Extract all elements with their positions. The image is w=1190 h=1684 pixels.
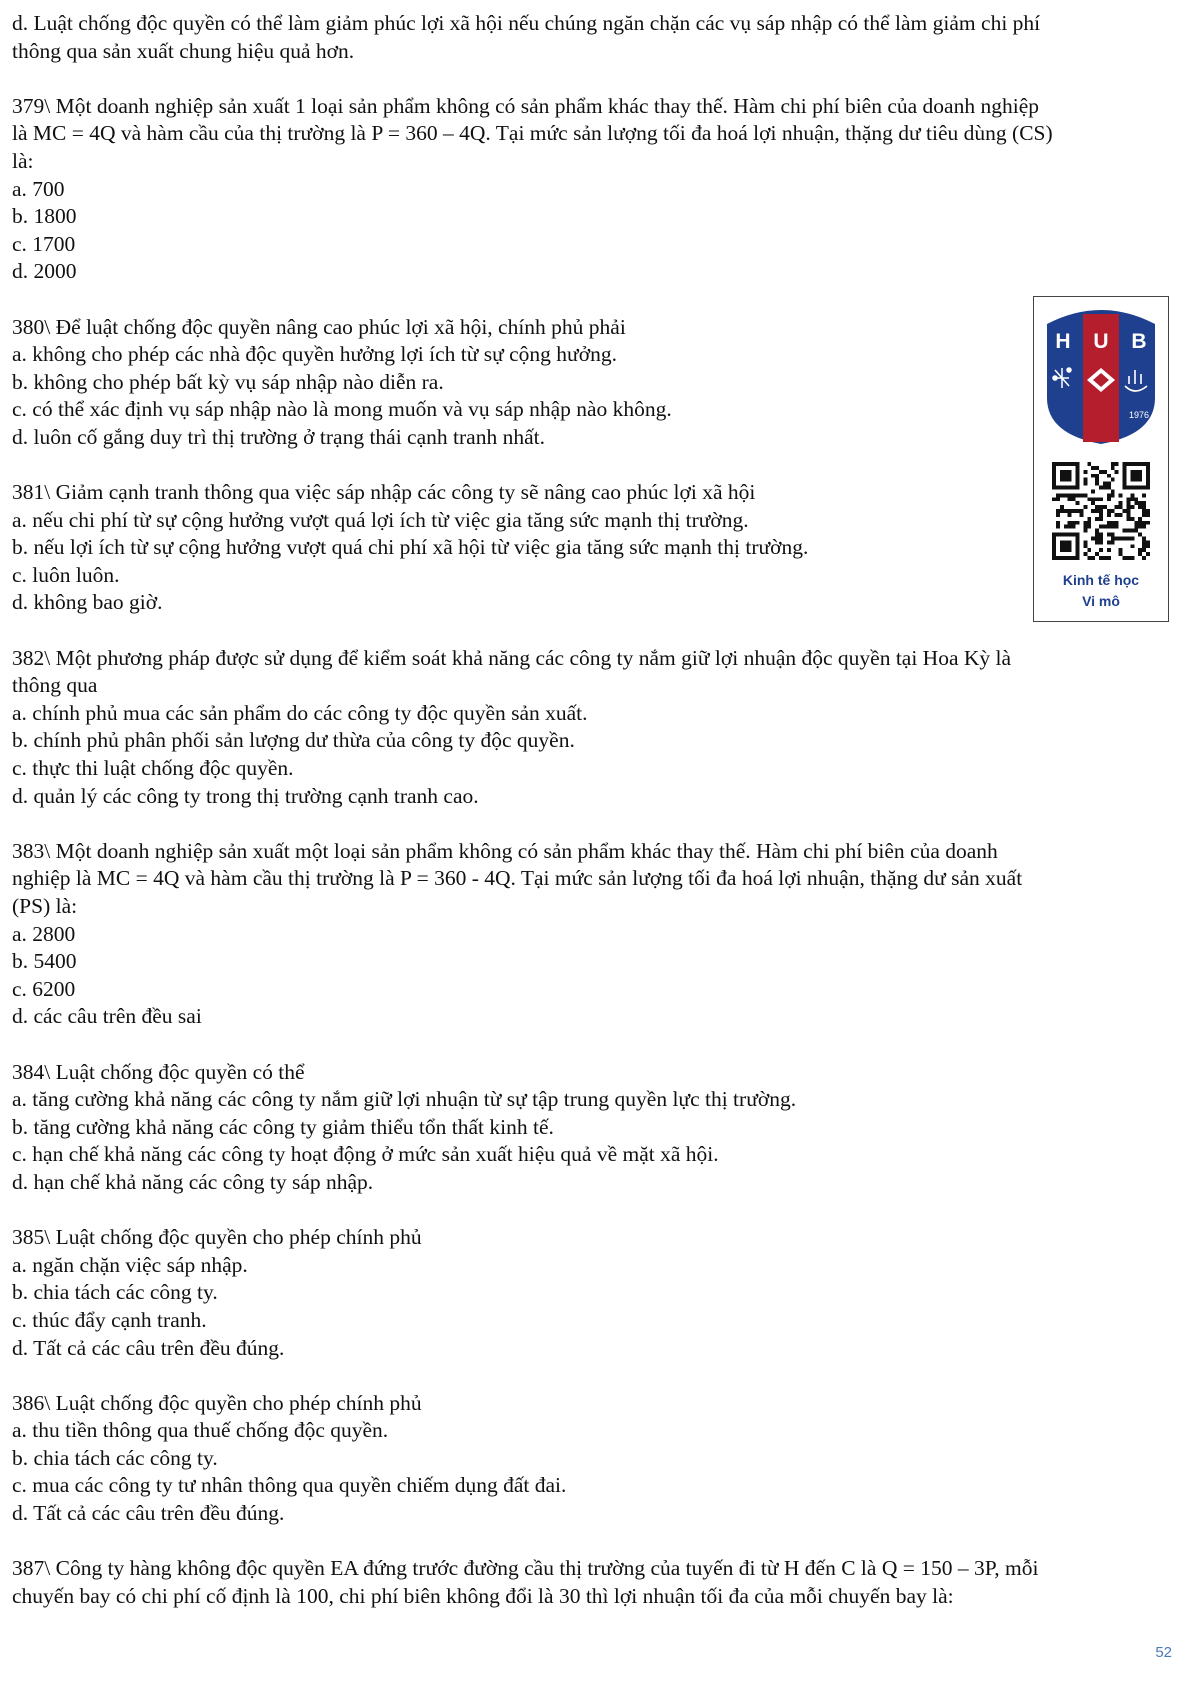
question-384-text: 384\ Luật chống độc quyền có thể	[12, 1059, 305, 1084]
question-386-text: 386\ Luật chống độc quyền cho phép chính phủ	[12, 1390, 422, 1415]
logo-letter-u: U	[1093, 330, 1109, 353]
question-379-option-a: a. 700	[12, 176, 65, 201]
question-385-option-d: d. Tất cả các câu trên đều đúng.	[12, 1335, 285, 1360]
qr-code-icon	[1052, 462, 1150, 560]
question-380-option-b: b. không cho phép bất kỳ vụ sáp nhập nào diễn ra.	[12, 369, 444, 394]
question-380-option-a: a. không cho phép các nhà độc quyền hưởng lợi ích từ sự cộng hưởng.	[12, 342, 617, 367]
question-384-option-b: b. tăng cường khả năng các công ty giảm thiểu tổn thất kinh tế.	[12, 1114, 554, 1139]
question-379-text: 379\ Một doanh nghiệp sản xuất 1 loại sản phẩm không có sản phẩm khác thay thế. Hàm chi phí biên của doanh nghiệp	[12, 93, 1039, 118]
logo-letter-h: H	[1055, 330, 1071, 353]
question-385-option-a: a. ngăn chặn việc sáp nhập.	[12, 1252, 248, 1277]
document-page	[12, 10, 1177, 1610]
question-380-option-c: c. có thể xác định vụ sáp nhập nào là mong muốn và vụ sáp nhập nào không.	[12, 397, 672, 422]
question-383-text-3: (PS) là:	[12, 894, 78, 918]
question-379-text-3: là:	[12, 148, 34, 173]
question-384-option-c: c. hạn chế khả năng các công ty hoạt động ở mức sản xuất hiệu quả về mặt xã hội.	[12, 1142, 719, 1167]
question-385-option-b: b. chia tách các công ty.	[12, 1280, 218, 1305]
question-381-text: 381\ Giảm cạnh tranh thông qua việc sáp nhập các công ty sẽ nâng cao phúc lợi xã hội	[12, 480, 756, 505]
subject-caption-line2: Vi mô	[1082, 593, 1120, 609]
subject-caption-line1: Kinh tế học	[1062, 572, 1140, 588]
question-386-option-a: a. thu tiền thông qua thuế chống độc quyền.	[12, 1418, 389, 1443]
question-379-text-2: là MC = 4Q và hàm cầu của thị trường là P = 360 – 4Q. Tại mức sản lượng tối đa hoá lợi nhuận, thặng dư tiêu dùng (CS)	[12, 121, 1053, 146]
question-382-option-d: d. quản lý các công ty trong thị trường cạnh tranh cao.	[12, 783, 479, 808]
question-380-option-d: d. luôn cố gắng duy trì thị trường ở trạng thái cạnh tranh nhất.	[12, 424, 545, 449]
question-383-option-c: c. 6200	[12, 976, 76, 1001]
logo-letter-b: B	[1131, 330, 1147, 353]
question-381-option-b: b. nếu lợi ích từ sự cộng hưởng vượt quá chi phí xã hội từ việc gia tăng sức mạnh thị trường.	[12, 535, 809, 560]
question-382-text-2: thông qua	[12, 673, 98, 698]
question-386-option-c: c. mua các công ty tư nhân thông qua quyền chiếm dụng đất đai.	[12, 1473, 567, 1498]
hub-shield-logo	[1043, 306, 1159, 446]
page-number: 52	[1155, 1644, 1172, 1661]
question-383-option-b: b. 5400	[12, 949, 77, 974]
question-385-text: 385\ Luật chống độc quyền cho phép chính phủ	[12, 1225, 422, 1250]
question-381-option-d: d. không bao giờ.	[12, 590, 163, 615]
question-379-option-d: d. 2000	[12, 259, 77, 284]
hub-logo-card	[1033, 296, 1169, 622]
option-d-continuation: thông qua sản xuất chung hiệu quả hơn.	[12, 38, 355, 63]
option-d-previous-question: d. Luật chống độc quyền có thể làm giảm phúc lợi xã hội nếu chúng ngăn chặn các vụ sáp nhập có thể làm giảm chi phí	[12, 11, 1041, 35]
question-382-option-a: a. chính phủ mua các sản phẩm do các công ty độc quyền sản xuất.	[12, 700, 588, 725]
question-383-option-a: a. 2800	[12, 921, 76, 946]
question-384-option-a: a. tăng cường khả năng các công ty nắm giữ lợi nhuận từ sự tập trung quyền lực thị trường.	[12, 1087, 797, 1112]
question-380-text: 380\ Để luật chống độc quyền nâng cao phúc lợi xã hội, chính phủ phải	[12, 314, 626, 339]
question-381-option-a: a. nếu chi phí từ sự cộng hưởng vượt quá lợi ích từ việc gia tăng sức mạnh thị trường.	[12, 507, 749, 532]
question-386-option-b: b. chia tách các công ty.	[12, 1445, 218, 1470]
question-382-option-b: b. chính phủ phân phối sản lượng dư thừa của công ty độc quyền.	[12, 728, 575, 753]
question-382-text: 382\ Một phương pháp được sử dụng để kiểm soát khả năng các công ty nắm giữ lợi nhuận độc quyền tại Hoa Kỳ là	[12, 645, 1012, 670]
question-385-option-c: c. thúc đẩy cạnh tranh.	[12, 1307, 207, 1332]
question-383-option-d: d. các câu trên đều sai	[12, 1004, 202, 1029]
question-379-option-c: c. 1700	[12, 231, 76, 256]
question-384-option-d: d. hạn chế khả năng các công ty sáp nhập.	[12, 1169, 374, 1194]
question-387-text: 387\ Công ty hàng không độc quyền EA đứng trước đường cầu thị trường của tuyến đi từ H đến C là Q = 150 – 3P, mỗi	[12, 1556, 1039, 1581]
question-383-text: 383\ Một doanh nghiệp sản xuất một loại sản phẩm không có sản phẩm khác thay thế. Hàm chi phí biên của doanh	[12, 838, 998, 863]
question-379-option-b: b. 1800	[12, 204, 77, 229]
question-387-text-2: chuyến bay có chi phí cố định là 100, chi phí biên không đổi là 30 thì lợi nhuận tối đa của mỗi chuyến bay là:	[12, 1583, 954, 1608]
question-383-text-2: nghiệp là MC = 4Q và hàm cầu thị trường là P = 360 - 4Q. Tại mức sản lượng tối đa hoá lợi nhuận, thặng dư sản xuất	[12, 866, 1023, 891]
question-386-option-d: d. Tất cả các câu trên đều đúng.	[12, 1501, 285, 1526]
question-381-option-c: c. luôn luôn.	[12, 562, 120, 587]
question-382-option-c: c. thực thi luật chống độc quyền.	[12, 756, 294, 781]
logo-year: 1976	[1128, 410, 1150, 420]
